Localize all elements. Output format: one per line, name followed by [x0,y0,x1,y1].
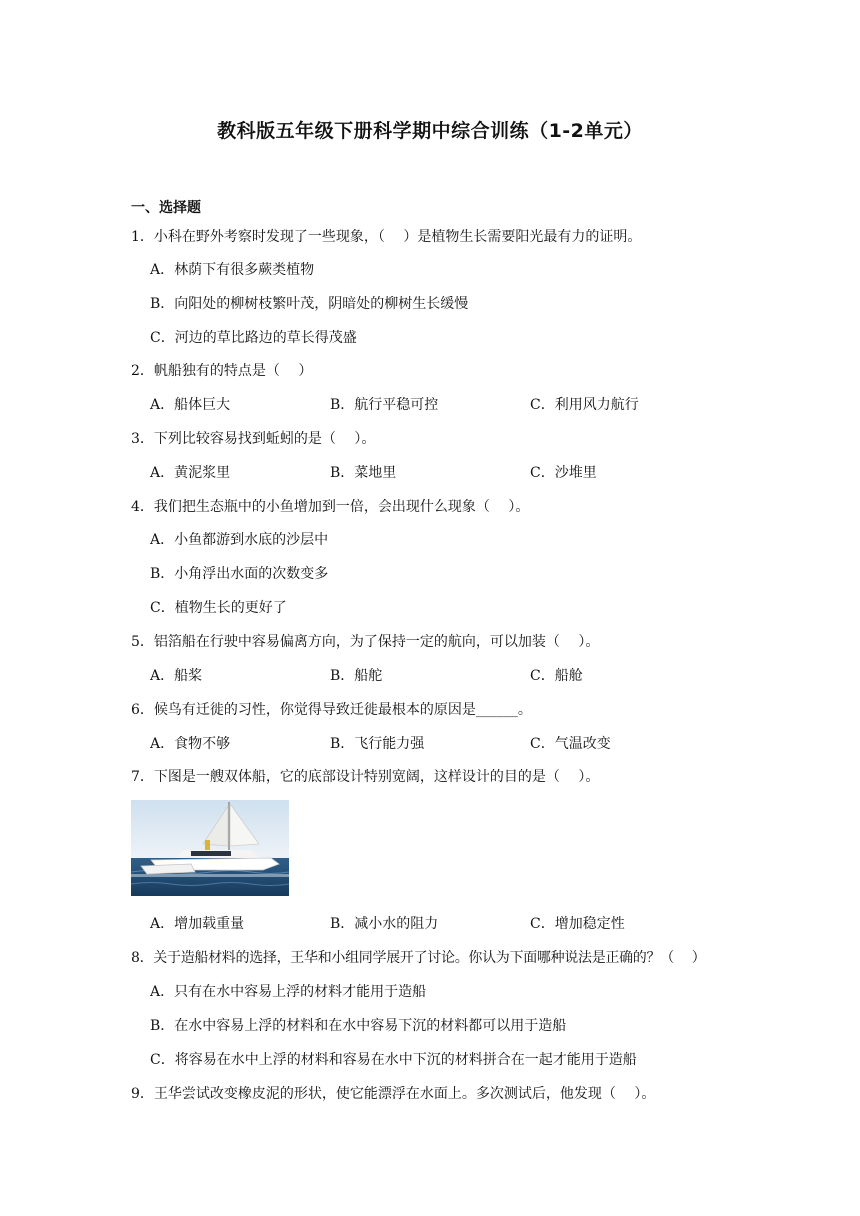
question-6-option-b[interactable]: B．飞行能力强 [330,736,425,752]
question-4-option-b[interactable]: B．小角浮出水面的次数变多 [150,566,329,582]
question-7-option-a[interactable]: A．增加载重量 [150,916,245,932]
question-3-stem: 3．下列比较容易找到蚯蚓的是（ ）。 [131,431,376,447]
question-2-option-b[interactable]: B．航行平稳可控 [330,397,439,413]
question-3-option-a[interactable]: A．黄泥浆里 [150,465,231,481]
question-1-stem: 1．小科在野外考察时发现了一些现象，（ ）是植物生长需要阳光最有力的证明。 [131,229,642,245]
question-7-stem: 7．下图是一艘双体船，它的底部设计特别宽阔，这样设计的目的是（ ）。 [131,769,600,785]
question-1-option-b[interactable]: B．向阳处的柳树枝繁叶茂，阴暗处的柳树生长缓慢 [150,296,469,312]
question-4-option-a[interactable]: A．小鱼都游到水底的沙层中 [150,532,329,548]
question-5-option-b[interactable]: B．船舵 [330,668,383,684]
question-5-option-a[interactable]: A．船桨 [150,668,203,684]
question-2-option-c[interactable]: C．利用风力航行 [530,397,639,413]
question-8-option-c[interactable]: C．将容易在水中上浮的材料和容易在水中下沉的材料拼合在一起才能用于造船 [150,1052,637,1068]
question-4-stem: 4．我们把生态瓶中的小鱼增加到一倍，会出现什么现象（ ）。 [131,499,530,515]
question-2-option-a[interactable]: A．船体巨大 [150,397,231,413]
question-1-option-a[interactable]: A．林荫下有很多蕨类植物 [150,262,315,278]
catamaran-photo [131,800,289,896]
question-8-option-b[interactable]: B．在水中容易上浮的材料和在水中容易下沉的材料都可以用于造船 [150,1018,567,1034]
question-2-stem: 2．帆船独有的特点是（ ） [131,363,313,379]
question-5-option-c[interactable]: C．船舱 [530,668,583,684]
page-title: 教科版五年级下册科学期中综合训练（1-2单元） [217,120,643,142]
question-6-option-c[interactable]: C．气温改变 [530,736,611,752]
question-6-option-a[interactable]: A．食物不够 [150,736,231,752]
question-6-stem: 6．候鸟有迁徙的习性，你觉得导致迁徙最根本的原因是______。 [131,702,532,718]
question-4-option-c[interactable]: C．植物生长的更好了 [150,600,287,616]
question-3-option-b[interactable]: B．菜地里 [330,465,397,481]
question-7-option-c[interactable]: C．增加稳定性 [530,916,625,932]
question-3-option-c[interactable]: C．沙堆里 [530,465,597,481]
question-8-stem: 8．关于造船材料的选择，王华和小组同学展开了讨论。你认为下面哪种说法是正确的？（ ） [131,950,706,966]
question-1-option-c[interactable]: C．河边的草比路边的草长得茂盛 [150,330,357,346]
section-heading: 一、选择题 [131,200,201,216]
question-5-stem: 5．铝箔船在行驶中容易偏离方向，为了保持一定的航向，可以加装（ ）。 [131,634,600,650]
question-8-option-a[interactable]: A．只有在水中容易上浮的材料才能用于造船 [150,984,427,1000]
question-9-stem: 9．王华尝试改变橡皮泥的形状，使它能漂浮在水面上。多次测试后，他发现（ ）。 [131,1086,656,1102]
question-7-option-b[interactable]: B．减小水的阻力 [330,916,439,932]
